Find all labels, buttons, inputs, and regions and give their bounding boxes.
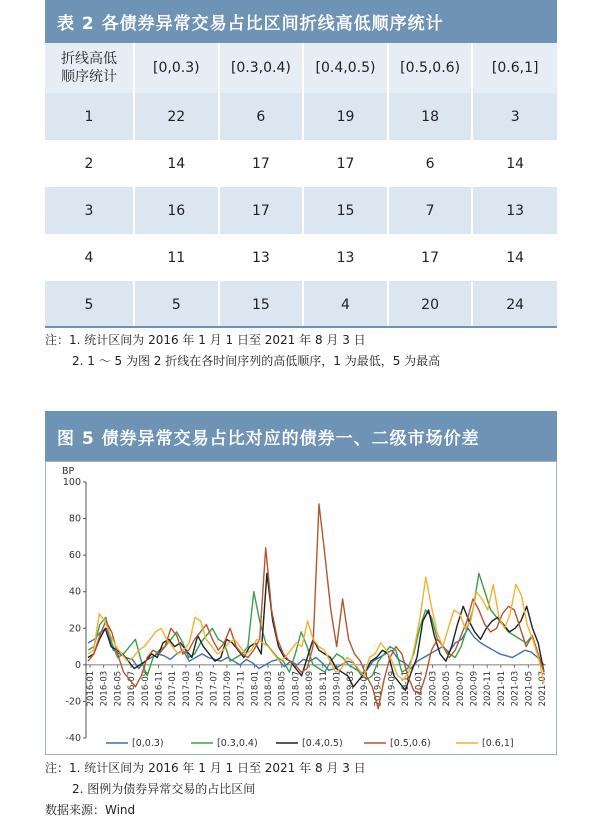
- table-cell: 13: [506, 202, 525, 219]
- figure-source: 数据来源：Wind: [45, 803, 136, 817]
- x-tick-label: 2017-05: [195, 670, 206, 707]
- figure-note-1: 注：1. 统计区间为 2016 年 1 月 1 日至 2021 年 8 月 3 日: [45, 761, 366, 775]
- x-tick-label: 2016-03: [99, 670, 110, 707]
- table-cell: 14: [506, 155, 525, 172]
- x-tick-label: 2019-07: [373, 670, 384, 707]
- y-tick-label: -40: [65, 733, 81, 744]
- table-cell: 3: [510, 108, 520, 125]
- table-row: [45, 187, 557, 234]
- table-row: [45, 234, 557, 281]
- x-tick-label: 2020-11: [483, 670, 494, 707]
- table-cell: 5: [45, 281, 134, 328]
- legend-label: [0.4,0.5): [302, 738, 343, 749]
- x-tick-label: 2020-01: [414, 670, 425, 707]
- x-tick-label: 2018-01: [250, 670, 261, 707]
- table-header-row: [45, 43, 557, 93]
- x-tick-label: 2017-11: [236, 670, 247, 707]
- y-axis-label: BP: [62, 466, 75, 477]
- header-col: [0.5,0.6): [388, 43, 473, 93]
- legend-label: [0.3,0.4): [217, 738, 258, 749]
- x-tick-label: 2017-09: [222, 670, 233, 707]
- table-cell: 4: [303, 281, 388, 328]
- y-tick-label: 80: [68, 513, 81, 525]
- y-tick-label: 0: [74, 659, 81, 671]
- table-cell: 13: [303, 234, 388, 281]
- table-cell: 4: [45, 234, 134, 281]
- x-tick-label: 2018-07: [291, 670, 302, 707]
- table-cell: 17: [388, 234, 473, 281]
- x-tick-label: 2020-09: [469, 670, 480, 707]
- x-tick-label: 2020-05: [442, 670, 453, 707]
- table-cell: 15: [303, 187, 388, 234]
- y-tick-label: 100: [62, 477, 81, 488]
- table-cell: 1: [45, 93, 134, 140]
- table-cell: 2: [45, 140, 134, 187]
- x-tick-label: 2021-07: [538, 670, 548, 707]
- table-cell: 14: [506, 249, 525, 266]
- table-cell: 24: [506, 296, 525, 313]
- figure-note-2: 2. 图例为债券异常交易的占比区间: [72, 782, 256, 796]
- table-title: 表 2 各债券异常交易占比区间折线高低顺序统计: [45, 0, 557, 43]
- x-tick-label: 2021-03: [510, 670, 521, 707]
- table-cell: 14: [134, 140, 219, 187]
- chart-frame: [45, 461, 557, 755]
- line-chart: [46, 462, 556, 754]
- x-tick-label: 2019-03: [346, 670, 357, 707]
- figure-title: 图 5 债券异常交易占比对应的债券一、二级市场价差: [45, 411, 557, 461]
- x-tick-label: 2018-11: [318, 670, 329, 707]
- table-note-1: 注：1. 统计区间为 2016 年 1 月 1 日至 2021 年 8 月 3 日: [45, 333, 366, 347]
- table-cell: 13: [219, 234, 304, 281]
- table-cell: 3: [45, 187, 134, 234]
- table-cell: 7: [388, 187, 473, 234]
- legend-label: [0.5,0.6): [390, 738, 431, 749]
- x-tick-label: 2020-03: [428, 670, 439, 707]
- x-tick-label: 2016-11: [154, 670, 165, 707]
- header-col: [0.3,0.4): [219, 43, 304, 93]
- table-cell: 19: [303, 93, 388, 140]
- x-tick-label: 2016-09: [140, 670, 151, 707]
- x-tick-label: 2016-05: [113, 670, 124, 707]
- header-col: [0,0.3): [134, 43, 219, 93]
- x-tick-label: 2017-01: [168, 670, 179, 707]
- statistics-table: [45, 43, 557, 328]
- x-tick-label: 2016-07: [127, 670, 138, 707]
- table-cell: 6: [388, 140, 473, 187]
- x-tick-label: 2016-01: [86, 670, 96, 707]
- table-bottom-rule: [45, 326, 557, 328]
- table-cell: 16: [134, 187, 219, 234]
- x-tick-label: 2021-01: [496, 670, 507, 707]
- table-row: [45, 140, 557, 187]
- x-tick-label: 2020-07: [455, 670, 466, 707]
- x-tick-label: 2017-03: [181, 670, 192, 707]
- x-tick-label: 2019-05: [359, 670, 370, 707]
- x-tick-label: 2018-09: [305, 670, 316, 707]
- x-tick-label: 2018-05: [277, 670, 288, 707]
- y-tick-label: 60: [68, 550, 81, 562]
- table-row: [45, 281, 557, 328]
- table-cell: 20: [388, 281, 473, 328]
- x-tick-label: 2017-07: [209, 670, 220, 707]
- x-tick-label: 2019-01: [332, 670, 343, 707]
- table-cell: 17: [219, 140, 304, 187]
- x-tick-label: 2019-11: [401, 670, 412, 707]
- table-cell: 18: [388, 93, 473, 140]
- legend-label: [0.6,1]: [482, 738, 514, 749]
- table-note-2: 2. 1 ～ 5 为图 2 折线在各时间序列的高低顺序，1 为最低，5 为最高: [72, 354, 441, 368]
- header-rank-label: 折线高低 顺序统计: [61, 51, 117, 85]
- header-col: [0.4,0.5): [303, 43, 388, 93]
- x-tick-label: 2019-09: [387, 670, 398, 707]
- table-cell: 17: [303, 140, 388, 187]
- table-cell: 15: [219, 281, 304, 328]
- table-cell: 11: [134, 234, 219, 281]
- x-tick-label: 2018-03: [264, 670, 275, 707]
- y-tick-label: -20: [65, 696, 81, 708]
- y-tick-label: 20: [68, 623, 81, 635]
- table-cell: 5: [134, 281, 219, 328]
- header-rank: [45, 43, 134, 93]
- table-cell: 17: [219, 187, 304, 234]
- header-col: [0.6,1]: [491, 60, 539, 76]
- table-row: [45, 93, 557, 140]
- legend-label: [0,0.3): [132, 738, 164, 749]
- table-cell: 22: [134, 93, 219, 140]
- table-cell: 6: [219, 93, 304, 140]
- y-tick-label: 40: [68, 586, 81, 598]
- x-tick-label: 2021-05: [524, 670, 535, 707]
